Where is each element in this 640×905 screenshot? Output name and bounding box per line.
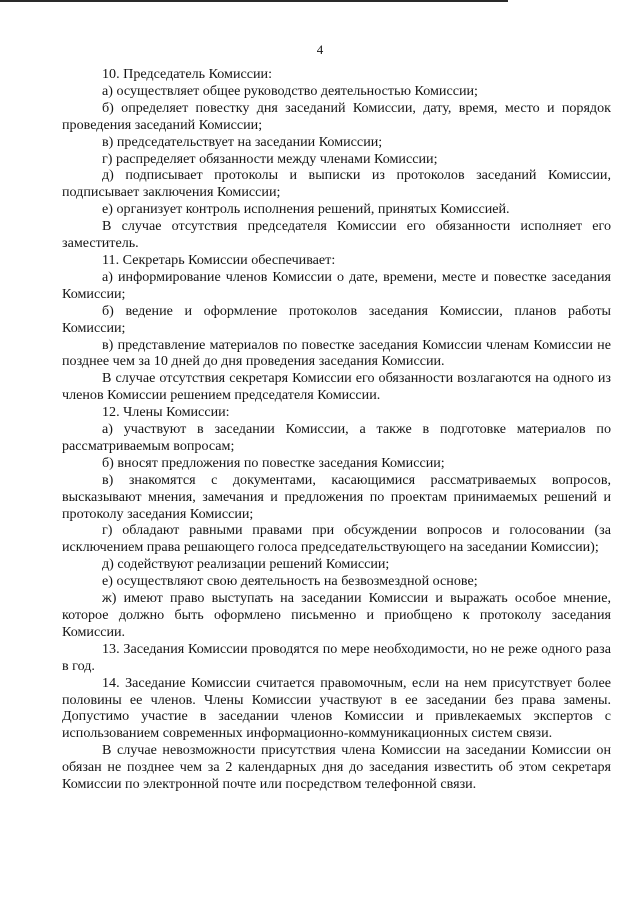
paragraph: 11. Секретарь Комиссии обеспечивает: bbox=[102, 251, 336, 268]
paragraph: В случае отсутствия секретаря Комиссии его обязанности возлагаются на одного из членов Комиссии решением председателя Комиссии. bbox=[62, 370, 611, 404]
paragraph: е) организует контроль исполнения решений, принятых Комиссией. bbox=[102, 201, 510, 218]
paragraph: В случае невозможности присутствия члена Комиссии на заседании Комиссии он обязан не позднее чем за 2 календарных дня до заседания известить об этом секретаря Комиссии по электронной почте или посредством телефонной связи. bbox=[62, 742, 611, 793]
paragraph: 10. Председатель Комиссии: bbox=[102, 66, 273, 82]
paragraph: а) участвуют в заседании Комиссии, а также в подготовке материалов по рассматриваемым вопросам; bbox=[62, 421, 611, 454]
paragraph: 12. Члены Комиссии: bbox=[102, 404, 230, 421]
top-border-line bbox=[0, 0, 508, 2]
paragraph: ж) имеют право выступать на заседании Комиссии и выражать особое мнение, которое должно быть оформлено письменно и приобщено к протоколу заседания Комиссии. bbox=[62, 590, 611, 640]
paragraph: а) осуществляет общее руководство деятельностью Комиссии; bbox=[102, 82, 478, 99]
paragraph: в) знакомятся с документами, касающимися рассматриваемых вопросов, высказывают мнения, замечания и предложения по проектам принимаемых решений и протоколу заседания Комиссии; bbox=[62, 471, 611, 522]
paragraph: д) содействуют реализации решений Комиссии; bbox=[102, 556, 390, 573]
document-body bbox=[62, 66, 611, 793]
paragraph: е) осуществляют свою деятельность на безвозмездной основе; bbox=[102, 573, 478, 590]
paragraph: д) подписывает протоколы и выписки из протоколов заседаний Комиссии, подписывает заключения Комиссии; bbox=[62, 167, 611, 201]
paragraph: а) информирование членов Комиссии о дате, времени, месте и повестке заседания Комиссии; bbox=[62, 268, 611, 302]
paragraph: В случае отсутствия председателя Комиссии его обязанности исполняет его заместитель. bbox=[62, 218, 611, 252]
paragraph: 13. Заседания Комиссии проводятся по мере необходимости, но не реже одного раза в год. bbox=[62, 640, 611, 674]
paragraph: 14. Заседание Комиссии считается правомочным, если на нем присутствует более половины ее членов. Члены Комиссии участвуют в ее заседании без права замены. Допустимо участие в заседании членов Комиссии и привлекаемых экспертов с использованием современных информационно-коммуникационных систем связи. bbox=[62, 674, 611, 742]
paragraph: б) определяет повестку дня заседаний Комиссии, дату, время, место и порядок проведения заседаний Комиссии; bbox=[62, 99, 611, 133]
paragraph: б) ведение и оформление протоколов заседания Комиссии, планов работы Комиссии; bbox=[62, 302, 611, 336]
paragraph: г) обладают равными правами при обсуждении вопросов и голосовании (за исключением права решающего голоса председательствующего на заседании Комиссии); bbox=[62, 522, 611, 556]
paragraph: в) председательствует на заседании Комиссии; bbox=[102, 133, 383, 150]
paragraph: г) распределяет обязанности между членами Комиссии; bbox=[102, 150, 438, 167]
paragraph: б) вносят предложения по повестке заседания Комиссии; bbox=[102, 454, 445, 471]
paragraph: в) представление материалов по повестке заседания Комиссии членам Комиссии не позднее чем за 10 дней до дня проведения заседания Комиссии. bbox=[62, 336, 611, 370]
page-number: 4 bbox=[316, 42, 324, 57]
